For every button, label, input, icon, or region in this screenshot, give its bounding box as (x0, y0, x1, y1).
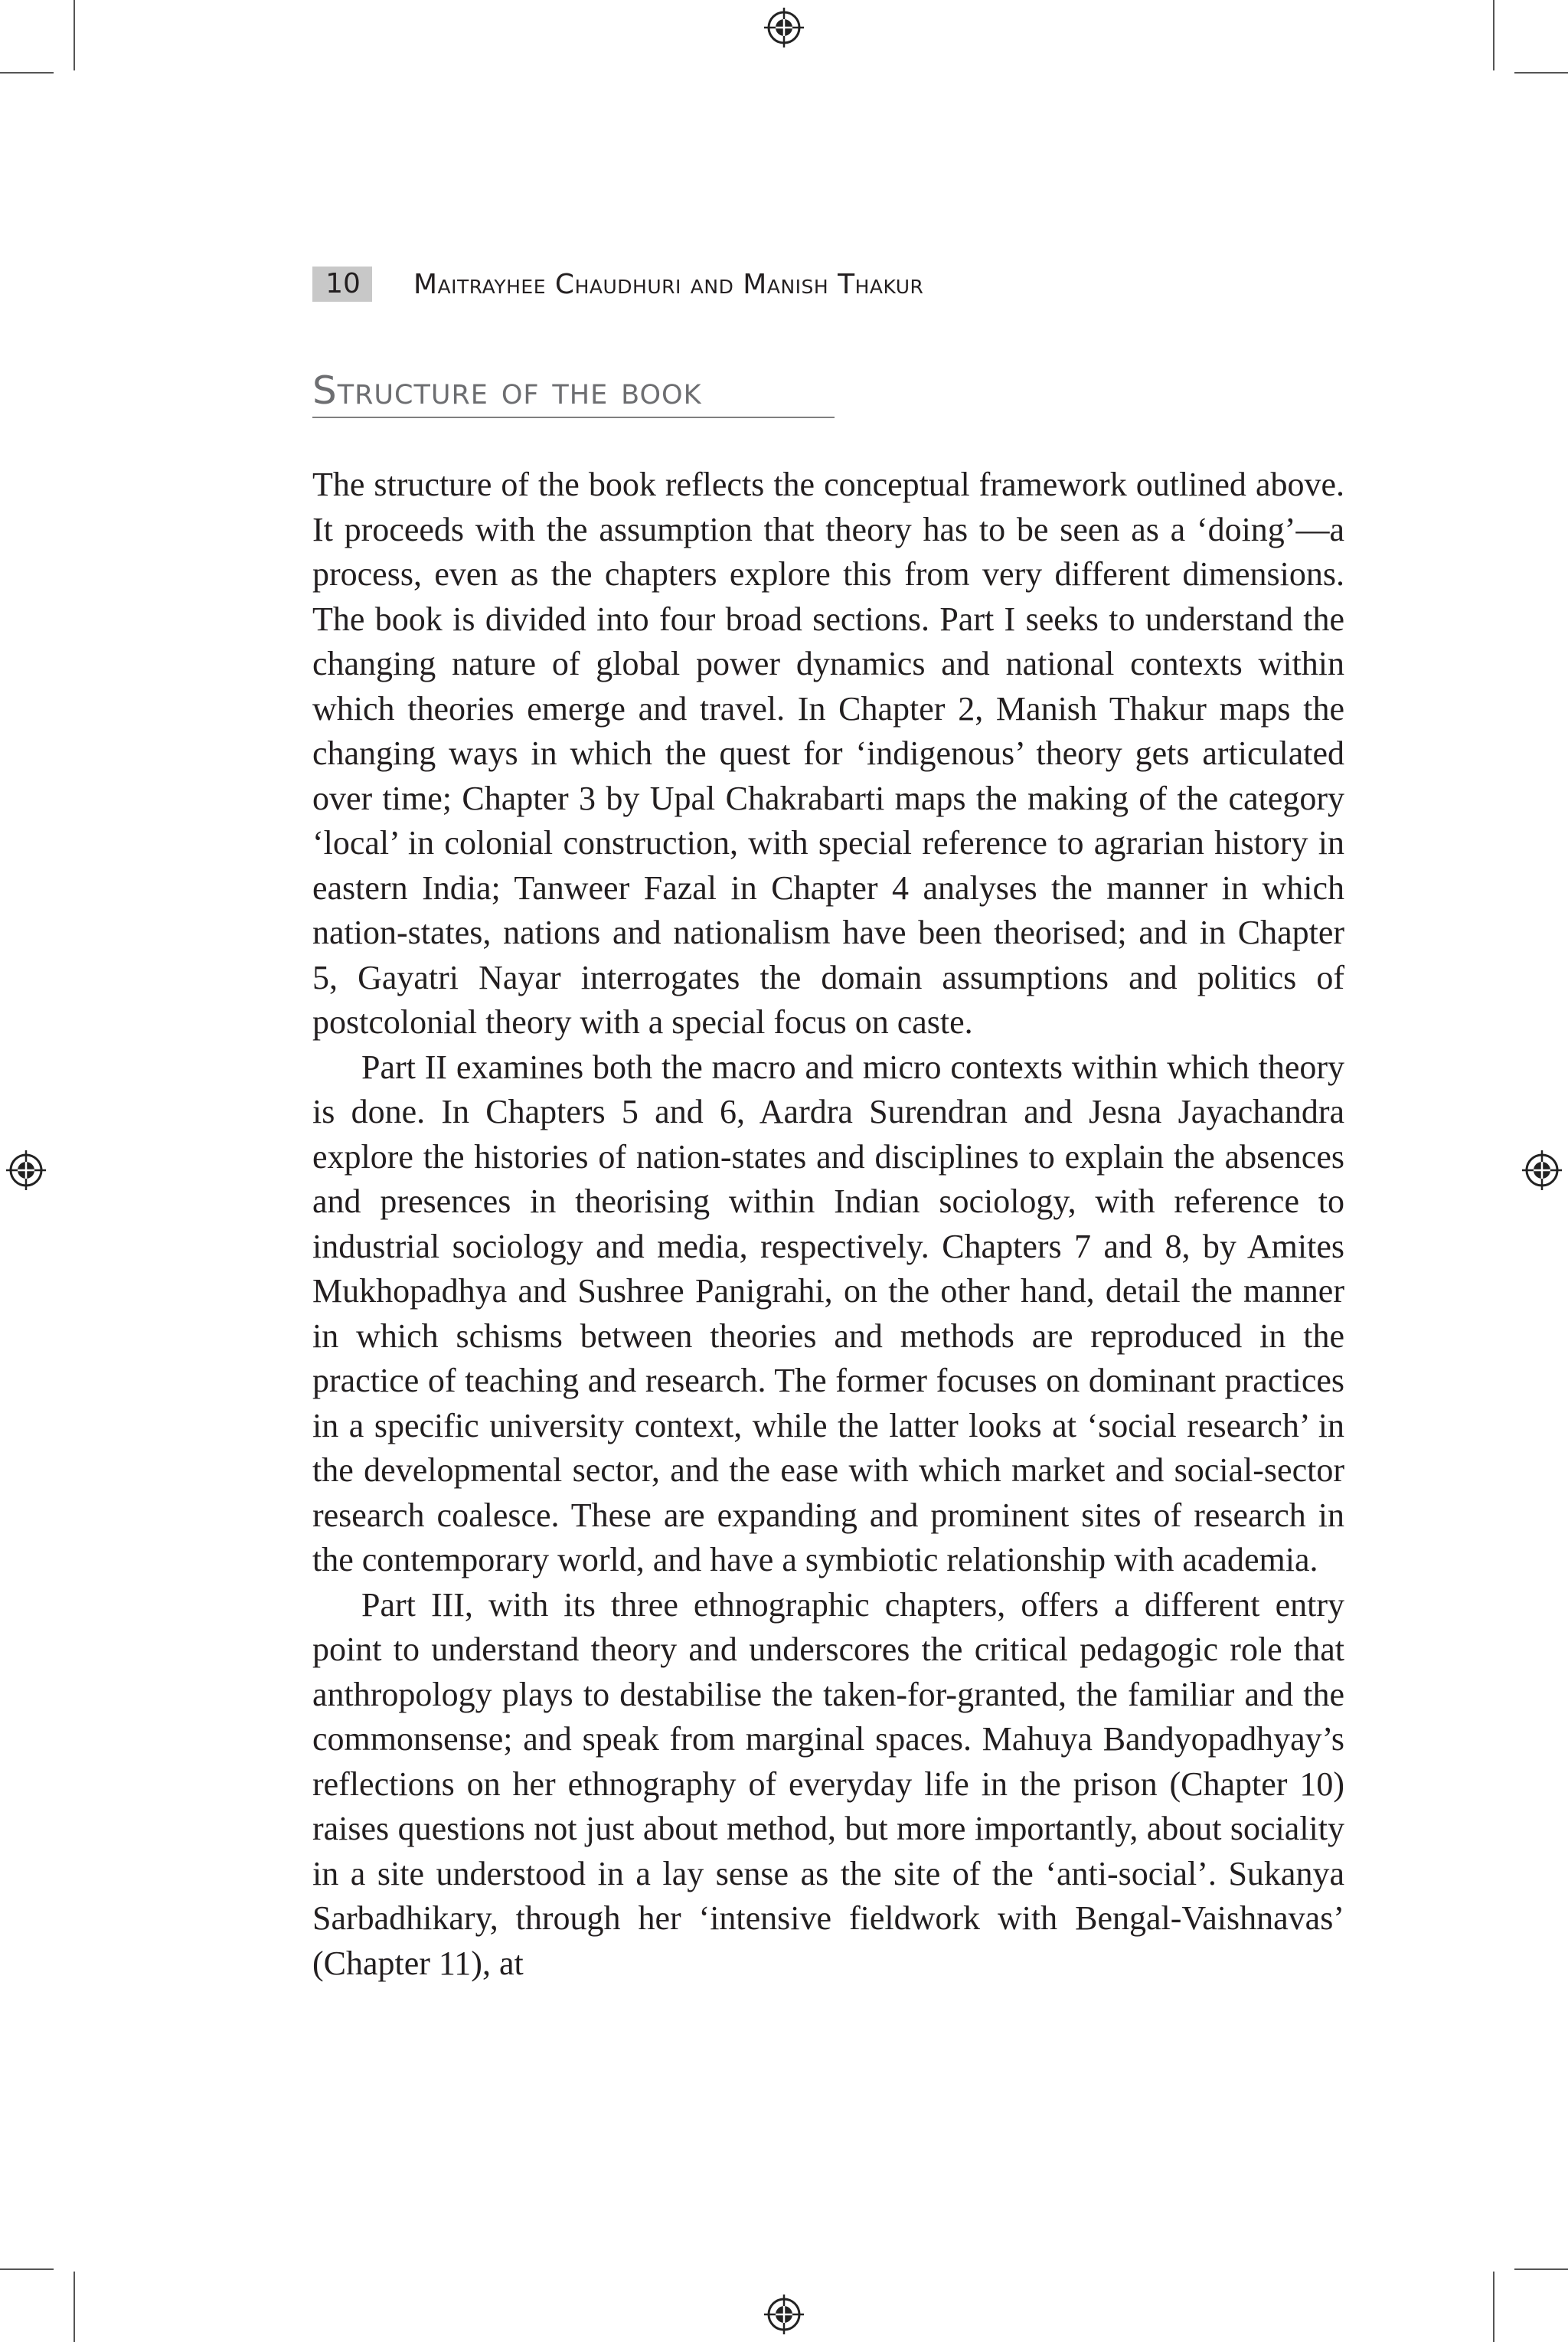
crop-mark-bottom-right (1493, 2272, 1494, 2342)
crosshair-circle-icon (5, 1149, 47, 1192)
crop-mark-top-right-h (1514, 72, 1568, 74)
page-number: 10 (312, 267, 372, 302)
running-head-authors: Maitrayhee Chaudhuri and Manish Thakur (413, 268, 924, 300)
crop-mark-top-left-h (0, 72, 54, 74)
crop-mark-bottom-left-h (0, 2268, 54, 2270)
running-header (312, 267, 923, 302)
crosshair-circle-icon (1521, 1149, 1563, 1192)
paragraph-1: The structure of the book reflects the conceptual framework outlined above. It proceeds with the assumption that theory has to be seen as a ‘doing’—a process, even as the chapters explore this from very different dimensions. The book is divided into four broad sections. Part I seeks to understand the changing nature of global power dynamics and national contexts within which theories emerge and travel. In Chapter 2, Manish Thakur maps the changing ways in which the quest for ‘indigenous’ theory gets articulated over time; Chapter 3 by Upal Chakrabarti maps the making of the category ‘local’ in colonial construction, with special reference to agrarian history in eastern India; Tanweer Fazal in Chapter 4 analyses the manner in which nation-states, nations and nationalism have been theorised; and in Chapter 5, Gayatri Nayar interrogates the domain assumptions and politics of postcolonial theory with a special focus on caste. (312, 466, 1344, 1041)
section-heading: Structure of the book (312, 369, 835, 418)
crosshair-circle-icon (763, 6, 805, 49)
crosshair-circle-icon (763, 2293, 805, 2336)
crop-mark-top-left (74, 0, 75, 70)
paragraph-3: Part III, with its three ethnographic chapters, offers a different entry point to understand theory and underscores the critical pedagogic role that anthropology plays to destabilise the taken-for-granted, the familiar and the commonsense; and speak from marginal spaces. Mahuya Bandyopadhyay’s reflections on her ethnography of everyday life in the prison (Chapter 10) raises questions not just about method, but more importantly, about sociality in a site understood in a lay sense as the site of the ‘anti-social’. Sukanya Sarbadhikary, through her ‘intensive fieldwork with Bengal-Vaishnavas’ (Chapter 11), at (312, 1585, 1344, 1982)
crop-mark-bottom-left (74, 2272, 75, 2342)
crop-mark-top-right (1493, 0, 1494, 70)
crop-mark-bottom-right-h (1514, 2268, 1568, 2270)
paragraph-2: Part II examines both the macro and micro contexts within which theory is done. In Chapters 5 and 6, Aardra Surendran and Jesna Jayachandra explore the histories of nation-states and disciplines to explain the absences and presences in theorising within Indian sociology, with reference to industrial sociology and media, respectively. Chapters 7 and 8, by Amites Mukhopadhya and Sushree Panigrahi, on the other hand, detail the manner in which schisms between theories and methods are reproduced in the practice of teaching and research. The former focuses on dominant practices in a specific university context, while the latter looks at ‘social research’ in the developmental sector, and the ease with which market and social-sector research coalesce. These are expanding and prominent sites of research in the contemporary world, and have a symbiotic relationship with academia. (312, 1048, 1344, 1578)
body-text (312, 463, 1344, 1986)
